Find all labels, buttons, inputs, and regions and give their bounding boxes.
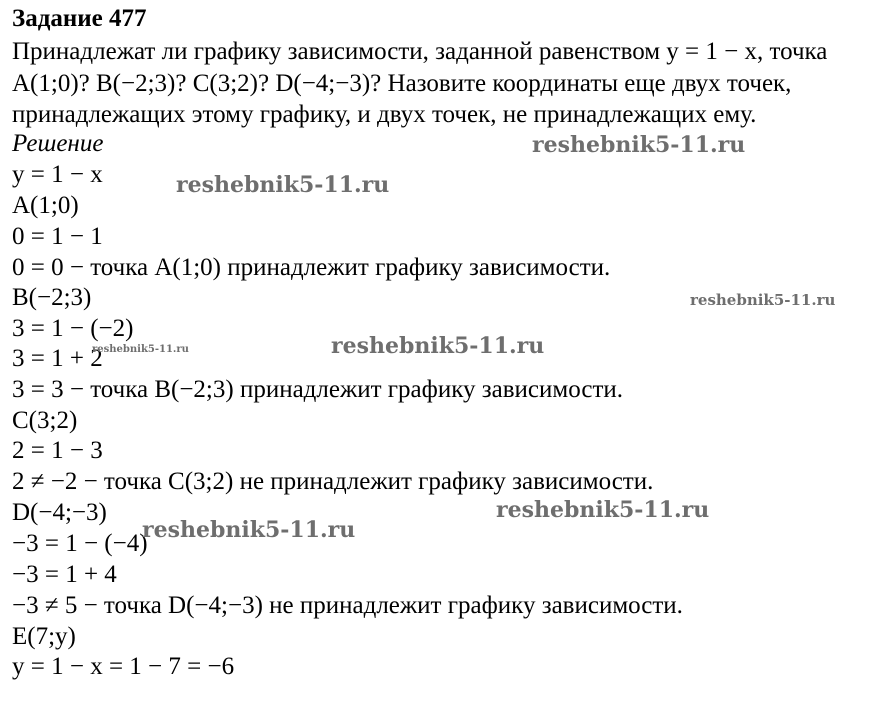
solution-line-4: 0 = 0 − точка A(1;0) принадлежит графику зависимости. xyxy=(12,254,611,281)
watermark: reshebnik5-11.ru xyxy=(331,333,545,359)
solution-line-10: 2 = 1 − 3 xyxy=(12,437,103,464)
solution-line-8: 3 = 3 − точка B(−2;3) принадлежит графику зависимости. xyxy=(12,376,623,403)
watermark: reshebnik5-11.ru xyxy=(176,172,390,198)
watermark: reshebnik5-11.ru xyxy=(496,497,710,523)
solution-line-17: y = 1 − x = 1 − 7 = −6 xyxy=(12,653,235,680)
solution-heading: Решение xyxy=(12,130,104,157)
solution-line-2: A(1;0) xyxy=(12,192,79,219)
watermark: reshebnik5-11.ru xyxy=(532,132,746,158)
solution-line-11: 2 ≠ −2 − точка C(3;2) не принадлежит графику зависимости. xyxy=(12,468,654,495)
problem-line-2: A(1;0)? B(−2;3)? C(3;2)? D(−4;−3)? Назовите координаты еще двух точек, xyxy=(12,70,792,97)
solution-line-9: C(3;2) xyxy=(12,407,78,434)
solution-line-16: E(7;y) xyxy=(12,623,76,650)
watermark: reshebnik5-11.ru xyxy=(690,291,836,309)
solution-line-3: 0 = 1 − 1 xyxy=(12,223,103,250)
solution-line-1: y = 1 − x xyxy=(12,161,103,188)
task-title: Задание 477 xyxy=(12,5,147,32)
problem-line-1: Принадлежат ли графику зависимости, заданной равенством y = 1 − x, точка xyxy=(12,38,828,65)
problem-line-3: принадлежащих этому графику, и двух точек, не принадлежащих ему. xyxy=(12,101,757,128)
solution-line-14: −3 = 1 + 4 xyxy=(12,561,117,588)
solution-line-5: B(−2;3) xyxy=(12,284,92,311)
solution-line-12: D(−4;−3) xyxy=(12,499,107,526)
solution-line-7: 3 = 1 + 2 xyxy=(12,345,103,372)
solution-line-6: 3 = 1 − (−2) xyxy=(12,315,134,342)
watermark: reshebnik5-11.ru xyxy=(142,517,356,543)
solution-line-15: −3 ≠ 5 − точка D(−4;−3) не принадлежит графику зависимости. xyxy=(12,592,683,619)
solution-line-13: −3 = 1 − (−4) xyxy=(12,530,148,557)
watermark: reshebnik5-11.ru xyxy=(92,344,189,355)
